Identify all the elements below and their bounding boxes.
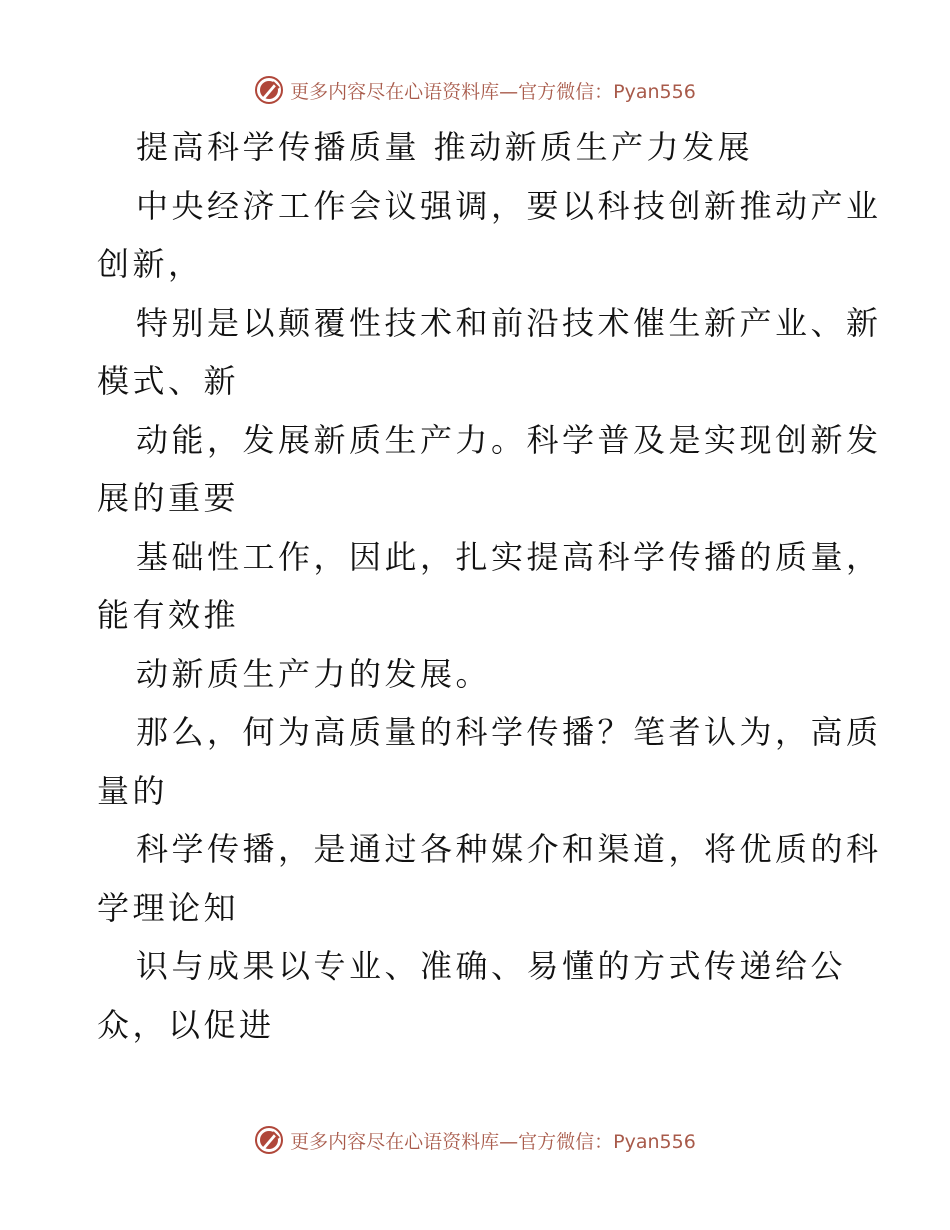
paragraph-line: 科学传播，是通过各种媒介和渠道，将优质的科 [136, 830, 882, 868]
paragraph-line: 识与成果以专业、准确、易懂的方式传递给公 [136, 947, 847, 985]
fountain-pen-logo-icon [254, 1125, 284, 1155]
paragraph-line: 模式、新 [97, 362, 240, 400]
paragraph-line: 学理论知 [97, 888, 240, 927]
paragraph-line: 量的 [97, 771, 169, 810]
header-watermark [0, 70, 950, 110]
paragraph-line: 动新质生产力的发展。 [136, 654, 492, 693]
paragraph-line: 特别是以颠覆性技术和前沿技术催生新产业、新 [136, 303, 882, 342]
fountain-pen-logo-icon [254, 75, 284, 105]
paragraph-line: 众，以促进 [97, 1005, 275, 1044]
paragraph-line: 基础性工作，因此，扎实提高科学传播的质量， [136, 537, 882, 576]
footer-watermark [0, 1120, 950, 1160]
paragraph-line: 展的重要 [97, 479, 240, 517]
footer-watermark-text: 更多内容尽在心语资料库—官方微信：Pyan556 [290, 1130, 696, 1153]
header-watermark-text: 更多内容尽在心语资料库—官方微信：Pyan556 [290, 80, 696, 103]
document-title: 提高科学传播质量 推动新质生产力发展 [136, 128, 754, 166]
paragraph-line: 中央经济工作会议强调，要以科技创新推动产业 [136, 186, 882, 225]
document-body [97, 118, 882, 1054]
paragraph-line: 能有效推 [97, 596, 240, 634]
paragraph-line: 那么，何为高质量的科学传播？笔者认为，高质 [136, 713, 882, 751]
paragraph-line: 创新， [97, 245, 204, 283]
paragraph-line: 动能，发展新质生产力。科学普及是实现创新发 [136, 420, 882, 459]
